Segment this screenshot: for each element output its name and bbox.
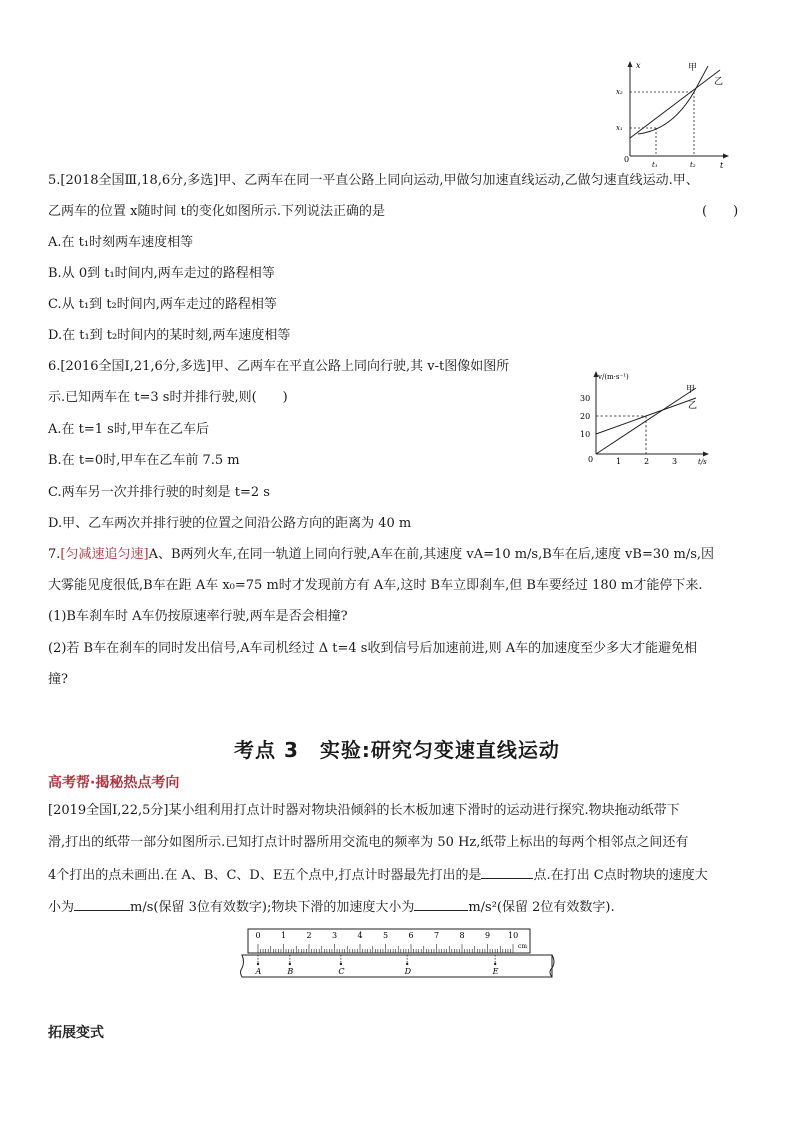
- tape-point-label: A: [255, 967, 262, 976]
- vt-xtick-1: 1: [616, 457, 622, 466]
- ruler-unit: cm: [518, 943, 528, 950]
- ruler-number: 7: [434, 931, 440, 940]
- t2-label: t₂: [690, 161, 696, 169]
- ruler-number: 1: [281, 931, 287, 940]
- q7-sub2-line2: 撞?: [48, 672, 68, 687]
- extension-heading: 拓展变式: [48, 1025, 104, 1041]
- q6-stem-line1: 6.[2016全国Ⅰ,21,6分,多选]甲、乙两车在平直公路上同向行驶,其 v-t图像如图所: [48, 359, 510, 374]
- tape-point-label: E: [492, 967, 499, 976]
- x1-label: x₁: [616, 124, 623, 132]
- ruler-number: 0: [255, 931, 261, 940]
- vt-xtick-2: 2: [644, 457, 650, 466]
- vt-ytick-10: 10: [580, 430, 591, 439]
- ruler-number: 2: [306, 931, 312, 940]
- ruler-number: 4: [357, 931, 363, 940]
- vt-xlabel: t/s: [698, 458, 707, 466]
- q7-line1-text: A、B两列火车,在同一轨道上同向行驶,A车在前,其速度 vA=10 m/s,B车在后,速度 vB=30 m/s,因: [148, 547, 715, 562]
- exp-p4: [48, 898, 615, 917]
- label-jia: 甲: [688, 63, 698, 73]
- q5-option-d: D.在 t₁到 t₂时间内的某时刻,两车速度相等: [48, 328, 291, 343]
- exp-p4c: m/s²(保留 2位有效数字).: [468, 900, 615, 915]
- q7-sub1: (1)B车刹车时 A车仍按原速率行驶,两车是否会相撞?: [48, 609, 348, 624]
- vt-label-yi: 乙: [688, 401, 698, 411]
- ruler-number: 9: [485, 931, 491, 940]
- q6-option-a: A.在 t=1 s时,甲车在乙车后: [48, 422, 209, 437]
- blank-first-point[interactable]: [481, 866, 533, 879]
- exp-p4a: 小为: [48, 900, 75, 915]
- q5-option-a: A.在 t₁时刻两车速度相等: [48, 235, 194, 250]
- label-yi: 乙: [714, 77, 724, 87]
- q7-line1: 7.[匀减速追匀速]A、B两列火车,在同一轨道上同向行驶,A车在前,其速度 vA=10 m/s,B车在后,速度 vB=30 m/s,因: [48, 547, 715, 562]
- ruler-number: 8: [459, 931, 465, 940]
- q5-bracket: ( ): [702, 204, 739, 219]
- axis-t-label: t: [720, 161, 724, 170]
- axis-x-label: x: [636, 61, 641, 70]
- section-subtitle: 高考帮·揭秘热点考向: [48, 775, 180, 791]
- q7-tag: [匀减速追匀速]: [60, 547, 149, 562]
- vt-xtick-3: 3: [672, 457, 678, 466]
- section-title: 考点 3 实验:研究匀变速直线运动: [234, 738, 560, 762]
- blank-acceleration[interactable]: [414, 898, 468, 911]
- q5-stem-line2: 乙两车的位置 x随时间 t的变化如图所示.下列说法正确的是: [48, 204, 385, 219]
- q6-option-c: C.两车另一次并排行驶的时刻是 t=2 s: [48, 485, 270, 500]
- x2-label: x₂: [616, 88, 623, 96]
- xt-graph: [612, 58, 732, 170]
- t1-label: t₁: [652, 161, 658, 169]
- tape-dot: [406, 963, 408, 965]
- q5-stem-line1: 5.[2018全国Ⅲ,18,6分,多选]甲、乙两车在同一平直公路上同向运动,甲做匀加速直线运动,乙做匀速直线运动.甲、: [48, 173, 699, 188]
- exp-p3: [48, 866, 708, 885]
- ruler-number: 10: [508, 931, 519, 940]
- exp-p4b: m/s(保留 3位有效数字);物块下滑的加速度大小为: [130, 900, 415, 915]
- blank-velocity-c[interactable]: [74, 898, 130, 911]
- vt-origin: 0: [588, 455, 594, 464]
- tape-dot: [289, 963, 291, 965]
- vt-label-jia: 甲: [686, 385, 696, 395]
- vt-graph: [578, 368, 718, 468]
- exp-p3b: 点.在打出 C点时物块的速度大: [533, 868, 708, 883]
- q5-option-b: B.从 0到 t₁时间内,两车走过的路程相等: [48, 266, 275, 281]
- ruler-tape-figure: [238, 926, 558, 982]
- q5-option-c: C.从 t₁到 t₂时间内,两车走过的路程相等: [48, 297, 277, 312]
- vt-ylabel: v/(m·s⁻¹): [598, 373, 629, 381]
- ruler-number: 3: [332, 931, 338, 940]
- tape-dot: [340, 963, 342, 965]
- tape-point-label: D: [404, 967, 412, 976]
- q7-sub2-line1: (2)若 B车在刹车的同时发出信号,A车司机经过 Δ t=4 s收到信号后加速前进,则 A车的加速度至少多大才能避免相: [48, 641, 698, 656]
- q6-stem-line2: 示.已知两车在 t=3 s时并排行驶,则( ): [48, 390, 288, 405]
- q6-option-d: D.甲、乙车两次并排行驶的位置之间沿公路方向的距离为 40 m: [48, 516, 412, 531]
- exp-p1: [2019全国Ⅰ,22,5分]某小组利用打点计时器对物块沿倾斜的长木板加速下滑时的运动进行探究.物块拖动纸带下: [48, 803, 680, 818]
- q7-line2: 大雾能见度很低,B车在距 A车 x₀=75 m时才发现前方有 A车,这时 B车立即刹车,但 B车要经过 180 m才能停下来.: [48, 578, 703, 593]
- q6-option-b: B.在 t=0时,甲车在乙车前 7.5 m: [48, 453, 240, 468]
- tape-dot: [494, 963, 496, 965]
- origin-label: 0: [624, 155, 630, 164]
- ruler-number: 6: [408, 931, 414, 940]
- exp-p2: 滑,打出的纸带一部分如图所示.已知打点计时器所用交流电的频率为 50 Hz,纸带上标出的每两个相邻点之间还有: [48, 835, 689, 850]
- vt-ytick-20: 20: [580, 412, 591, 421]
- vt-ytick-30: 30: [580, 394, 591, 403]
- line-yi: [630, 70, 720, 138]
- tape-point-label: B: [287, 967, 294, 976]
- tape-point-label: C: [338, 967, 345, 976]
- ruler-number: 5: [383, 931, 389, 940]
- exp-p3a: 4个打出的点未画出.在 A、B、C、D、E五个点中,打点计时器最先打出的是: [48, 868, 482, 883]
- tape-dot: [257, 963, 259, 965]
